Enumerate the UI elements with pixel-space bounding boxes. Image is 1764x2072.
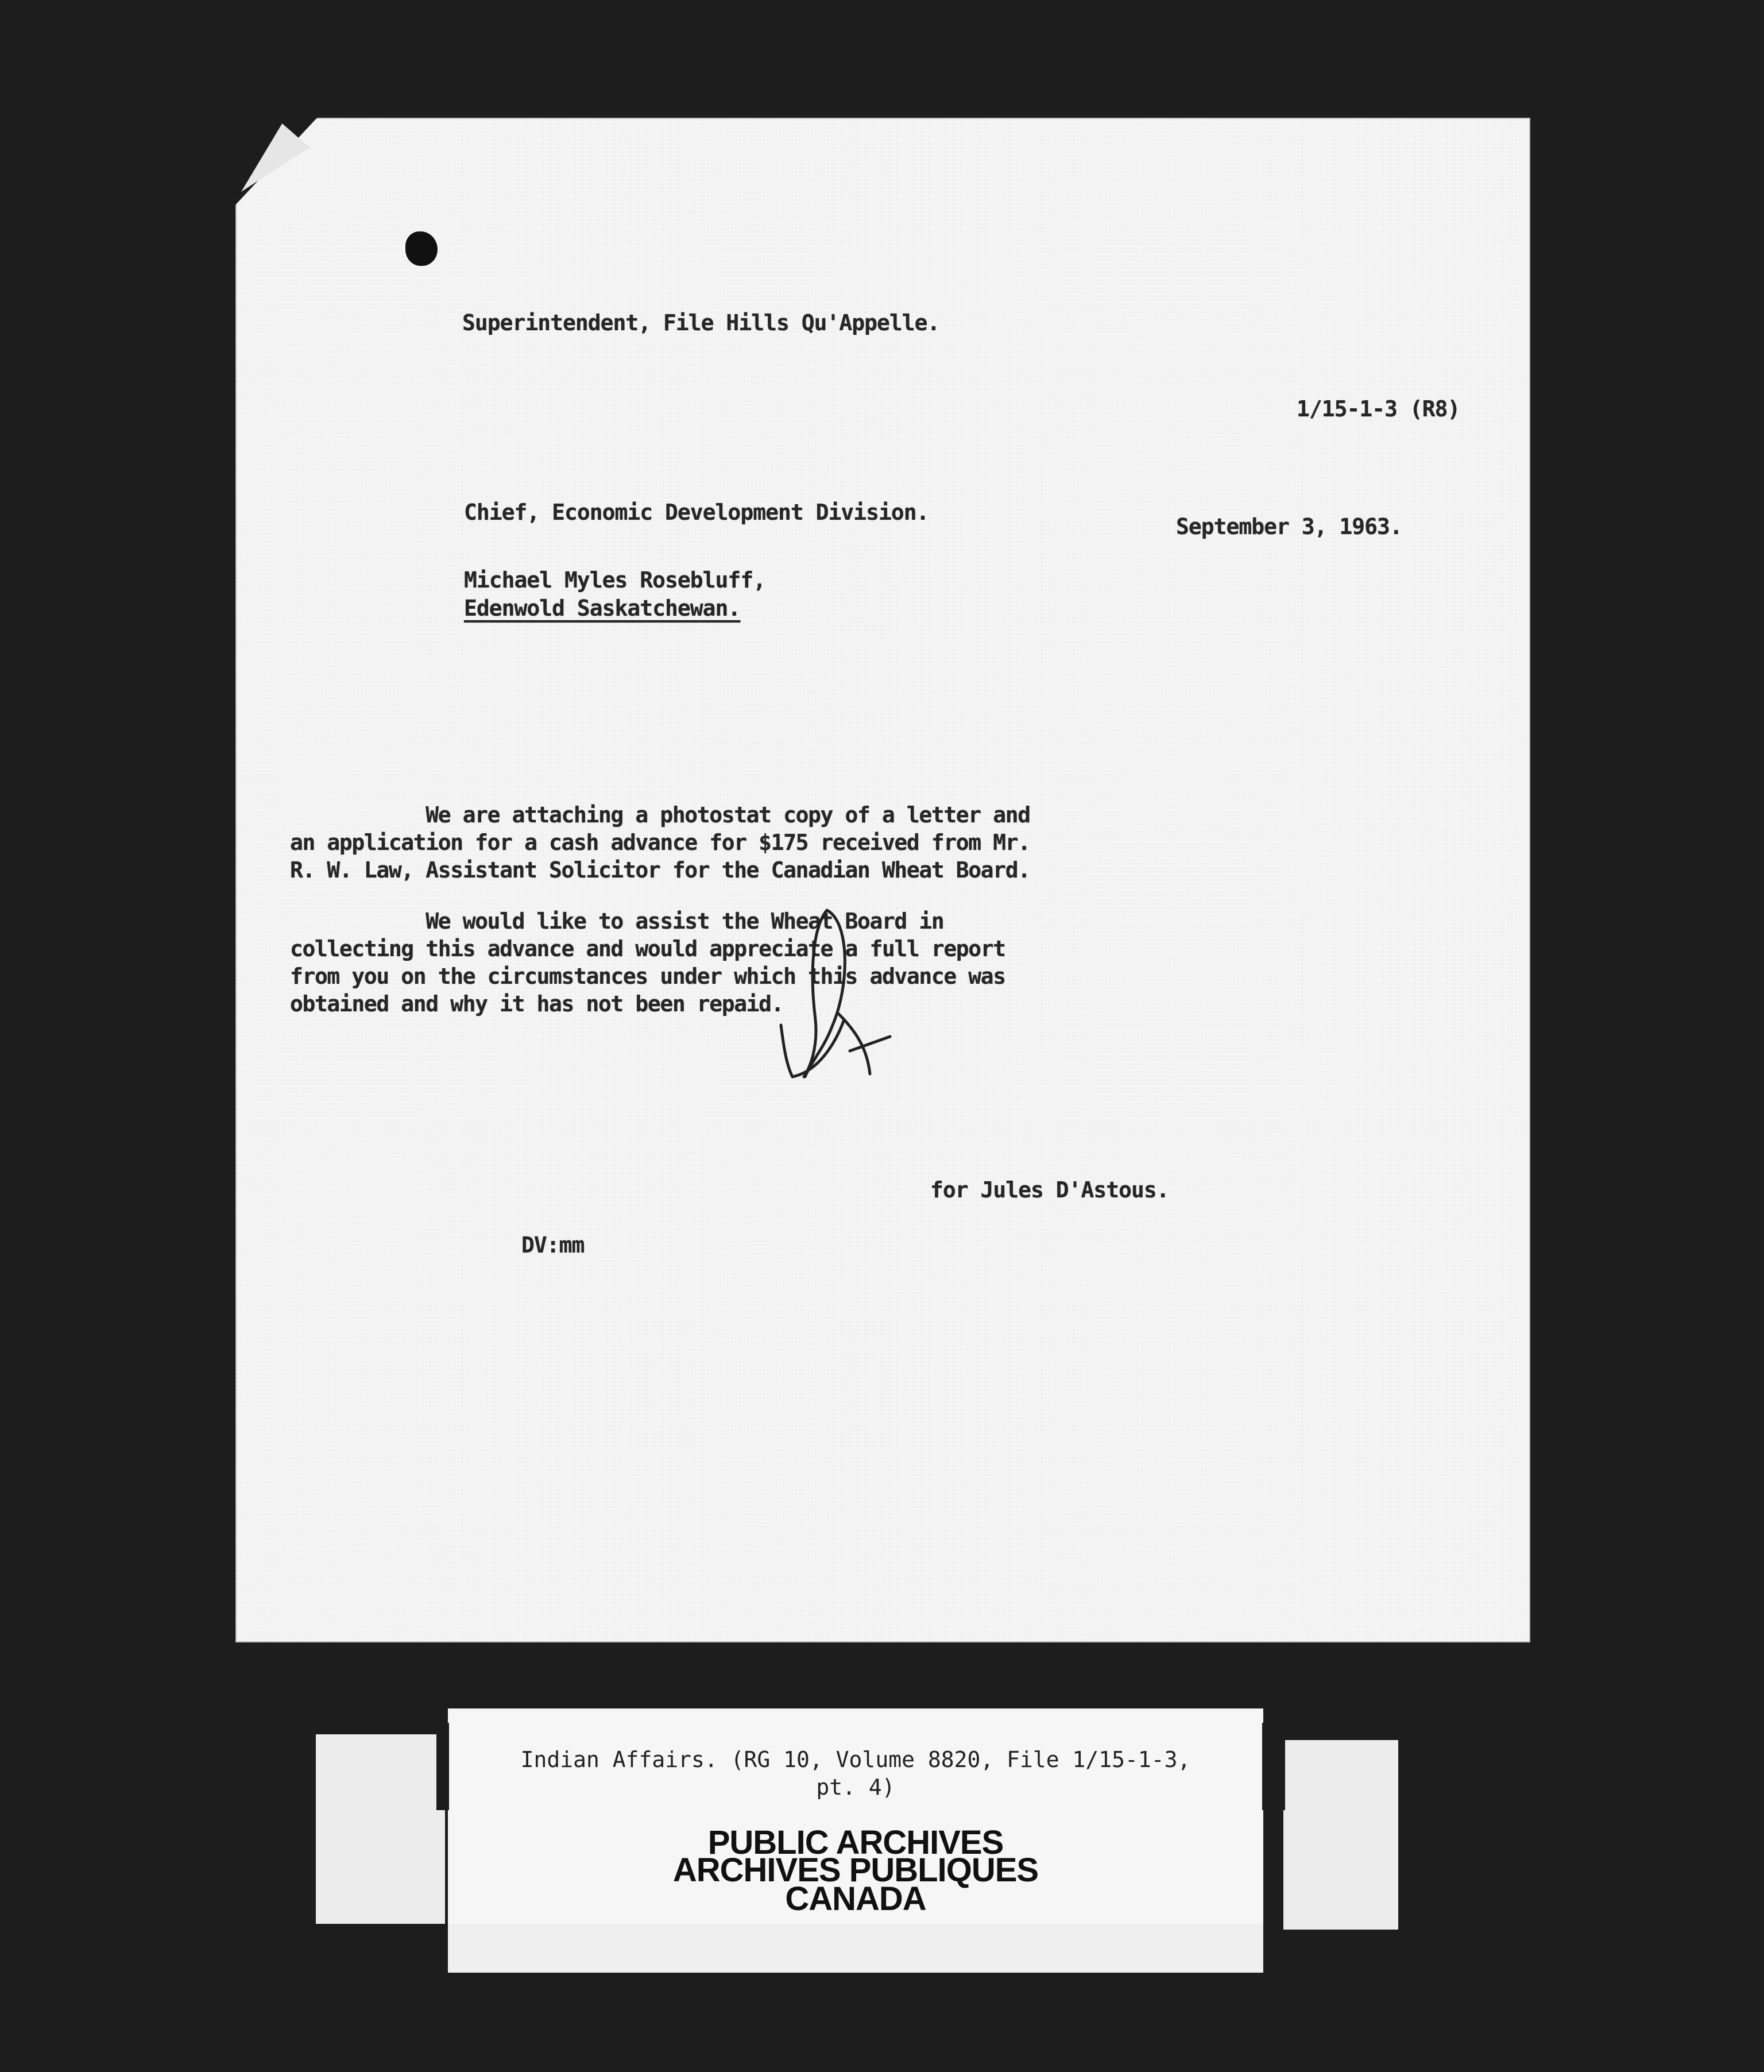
label-notch: [436, 1723, 449, 1810]
handwritten-signature: [769, 904, 902, 1088]
paragraph-2-line: collecting this advance and would appreciate a full report: [290, 936, 1005, 961]
sender-line: Chief, Economic Development Division.: [464, 500, 929, 525]
subject-name: Michael Myles Rosebluff,: [464, 567, 766, 593]
letter-date: September 3, 1963.: [1176, 514, 1402, 539]
label-notch: [1262, 1723, 1285, 1810]
punch-hole: [405, 231, 438, 266]
paragraph-2-line: We would like to assist the Wheat Board in: [290, 909, 944, 934]
archive-name-french: ARCHIVES PUBLIQUES: [672, 1851, 1039, 1889]
label-card-right-flap: [1283, 1740, 1398, 1930]
paragraph-2-line: from you on the circumstances under which this advance was: [290, 964, 1005, 989]
archive-reference-line-2: pt. 4): [816, 1775, 895, 1800]
archive-name-english: PUBLIC ARCHIVES: [707, 1824, 1004, 1861]
archive-reference-line-1: Indian Affairs. (RG 10, Volume 8820, File 1/15-1-3,: [520, 1747, 1191, 1772]
paragraph-1-line: an application for a cash advance for $175 received from Mr.: [290, 830, 1030, 855]
archive-country: CANADA: [785, 1880, 926, 1918]
paragraph-1: [290, 801, 1030, 884]
file-reference: 1/15-1-3 (R8): [1297, 396, 1460, 422]
subject-place: Edenwold Saskatchewan.: [464, 596, 741, 621]
label-lower-strip: [448, 1924, 1263, 1973]
closing-line: for Jules D'Astous.: [930, 1177, 1169, 1203]
addressee-line: Superintendent, File Hills Qu'Appelle.: [462, 310, 940, 335]
paragraph-1-line: R. W. Law, Assistant Solicitor for the Canadian Wheat Board.: [290, 857, 1030, 883]
paragraph-1-line: We are attaching a photostat copy of a letter and: [290, 802, 1030, 828]
label-card-left-flap: [316, 1734, 445, 1924]
typist-initials: DV:mm: [521, 1232, 585, 1258]
paragraph-2-line: obtained and why it has not been repaid.: [290, 991, 784, 1016]
